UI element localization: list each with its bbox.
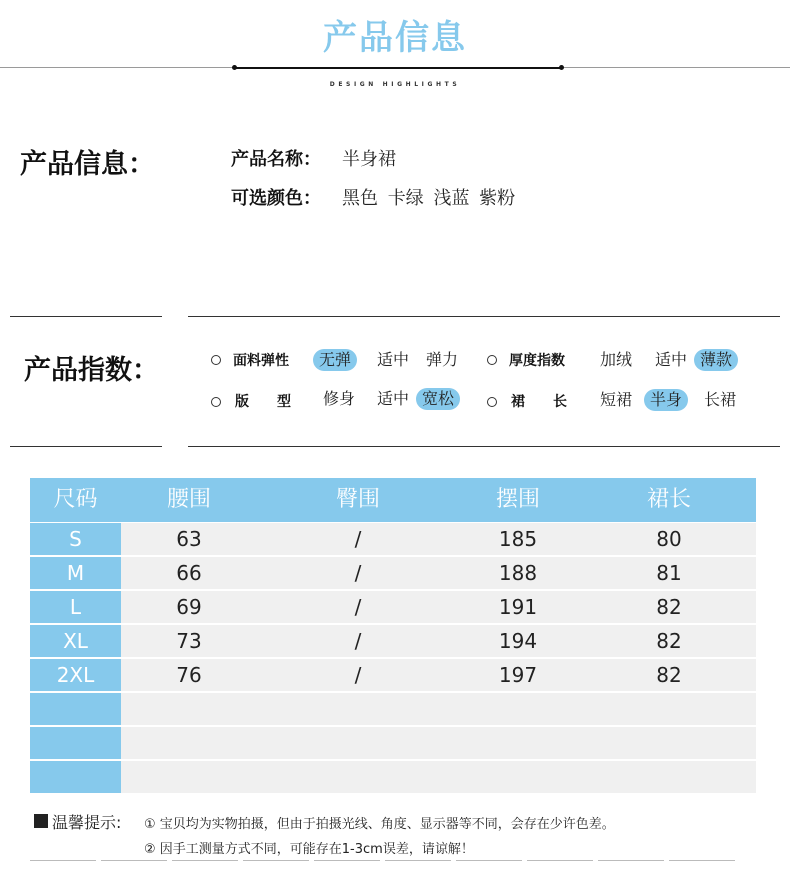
table-cell-size: M — [30, 557, 121, 589]
fit-option-medium: 适中 — [377, 389, 410, 408]
page-title: 产品信息 — [323, 18, 467, 58]
table-cell-size: 2XL — [30, 659, 121, 691]
header-subtitle: DESIGN HIGHLIGHTS — [329, 81, 461, 88]
table-cell-size: S — [30, 523, 121, 555]
table-cell: 194 — [498, 629, 538, 653]
fabric-option-medium: 适中 — [377, 350, 410, 369]
fit-option-slim: 修身 — [323, 389, 356, 408]
note-item-2: ② 因手工测量方式不同，可能存在1-3cm误差，请谅解！ — [144, 842, 474, 857]
table-cell — [121, 761, 257, 793]
table-cell-size — [30, 727, 121, 759]
table-header-size: 尺码 — [53, 487, 98, 512]
index-key-skirt-length: 裙 长 — [511, 394, 567, 410]
index-rule-top-left — [10, 316, 162, 317]
table-cell: / — [354, 561, 362, 585]
table-cell: 73 — [176, 629, 202, 653]
table-cell: / — [354, 527, 362, 551]
bottom-dash — [456, 860, 522, 861]
index-bullet-length — [487, 397, 497, 407]
table-header-hip: 臀围 — [335, 487, 380, 512]
thickness-option-fleece: 加绒 — [600, 350, 633, 369]
bottom-dash — [527, 860, 593, 861]
table-cell: 188 — [498, 561, 538, 585]
table-cell: / — [354, 595, 362, 619]
table-cell — [448, 693, 588, 725]
table-cell — [599, 727, 739, 759]
header-dot-left — [232, 65, 237, 70]
table-cell: 197 — [498, 663, 538, 687]
table-cell: 82 — [656, 629, 682, 653]
note-marker — [34, 814, 48, 828]
bottom-dash — [385, 860, 451, 861]
bottom-dash — [172, 860, 238, 861]
index-key-fabric-elasticity: 面料弹性 — [233, 353, 289, 369]
table-cell: 69 — [176, 595, 202, 619]
table-cell: 81 — [656, 561, 682, 585]
table-cell — [121, 727, 257, 759]
table-cell — [448, 727, 588, 759]
color-value: 黑色 卡绿 浅蓝 紫粉 — [342, 188, 516, 209]
table-cell: 82 — [656, 595, 682, 619]
bottom-dash — [30, 860, 96, 861]
product-name-key: 产品名称： — [231, 149, 321, 170]
index-bullet-thickness — [487, 355, 497, 365]
length-option-short: 短裙 — [600, 390, 633, 409]
header-accent-line — [235, 67, 562, 69]
table-cell — [288, 761, 428, 793]
table-cell: 185 — [498, 527, 538, 551]
bottom-dash — [669, 860, 735, 861]
table-cell — [599, 761, 739, 793]
index-rule-top-right — [188, 316, 780, 317]
bottom-dash — [101, 860, 167, 861]
table-cell: / — [354, 663, 362, 687]
bottom-dash — [314, 860, 380, 861]
length-option-midi: 半身 — [644, 389, 688, 411]
table-header-length: 裙长 — [646, 487, 691, 512]
table-cell: / — [354, 629, 362, 653]
note-label: 温馨提示: — [52, 813, 122, 832]
table-cell — [288, 693, 428, 725]
index-section-title: 产品指数： — [24, 355, 159, 386]
index-key-fit: 版 型 — [235, 394, 291, 410]
index-rule-bottom-left — [10, 446, 162, 447]
table-cell — [121, 693, 257, 725]
product-name-value: 半身裙 — [342, 149, 396, 170]
table-cell-size — [30, 761, 121, 793]
table-cell: 66 — [176, 561, 202, 585]
index-bullet-fit — [211, 397, 221, 407]
index-key-thickness: 厚度指数 — [509, 353, 565, 369]
bottom-dash — [598, 860, 664, 861]
table-cell-size — [30, 693, 121, 725]
color-key: 可选颜色： — [231, 188, 321, 209]
table-cell — [288, 727, 428, 759]
table-cell-size: L — [30, 591, 121, 623]
table-cell: 82 — [656, 663, 682, 687]
table-cell — [448, 761, 588, 793]
table-cell: 80 — [656, 527, 682, 551]
length-option-long: 长裙 — [704, 390, 737, 409]
fabric-option-none: 无弹 — [313, 349, 357, 371]
thickness-option-thin: 薄款 — [694, 349, 738, 371]
table-header-waist: 腰围 — [166, 487, 211, 512]
table-cell: 76 — [176, 663, 202, 687]
table-cell: 63 — [176, 527, 202, 551]
table-header-hem: 摆围 — [495, 487, 540, 512]
table-cell-size: XL — [30, 625, 121, 657]
note-item-1: ① 宝贝均为实物拍摄，但由于拍摄光线、角度、显示器等不同，会存在少许色差。 — [144, 817, 615, 832]
index-bullet-fabric — [211, 355, 221, 365]
header-dot-right — [559, 65, 564, 70]
table-cell — [599, 693, 739, 725]
bottom-dash — [243, 860, 309, 861]
fit-option-loose: 宽松 — [416, 388, 460, 410]
fabric-option-stretch: 弹力 — [426, 350, 459, 369]
thickness-option-medium: 适中 — [655, 350, 688, 369]
table-cell: 191 — [498, 595, 538, 619]
index-rule-bottom-right — [188, 446, 780, 447]
info-section-title: 产品信息： — [20, 149, 155, 180]
